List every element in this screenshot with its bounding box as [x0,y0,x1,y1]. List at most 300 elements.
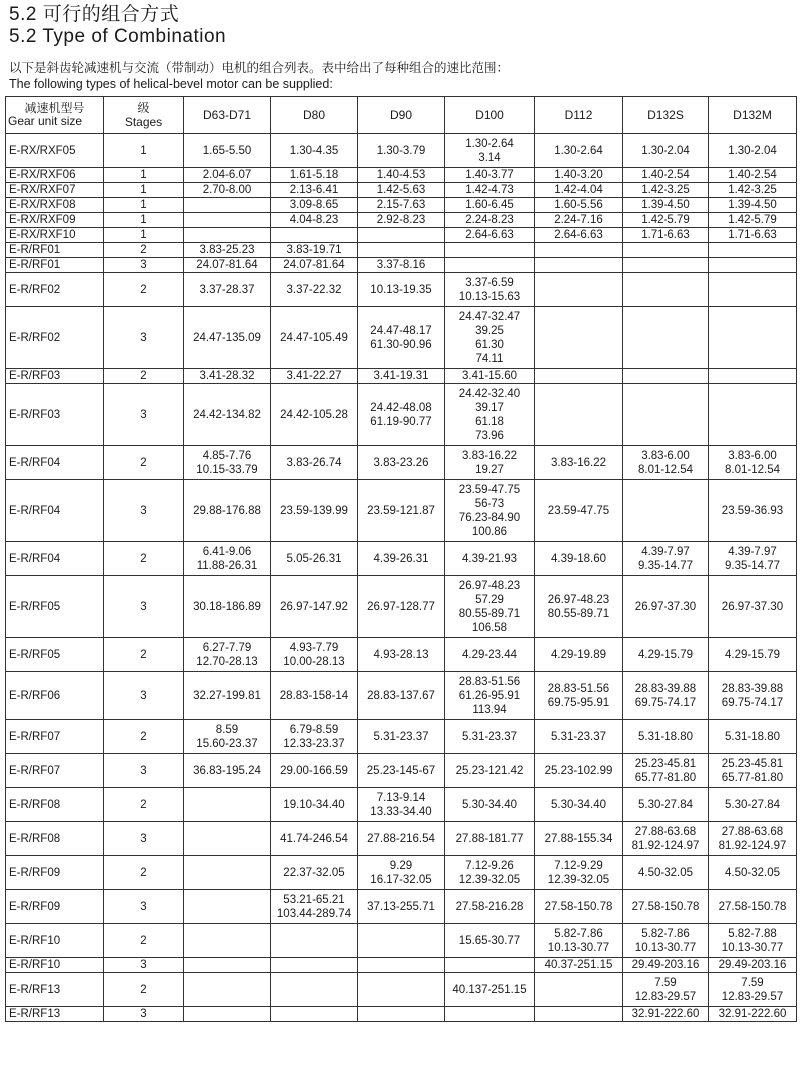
ratio-value: 12.83-29.57 [721,990,784,1003]
ratio-value: 12.83-29.57 [634,990,697,1003]
ratio-value: 3.83-23.26 [373,456,429,469]
ratio-value: 10.13-30.77 [721,941,784,954]
ratio-value: 41.74-246.54 [280,832,348,845]
ratio-value: 10.00-28.13 [283,655,345,668]
ratio-value: 23.59-139.99 [280,504,348,517]
ratio-cell [535,168,623,183]
ratio-cell [271,720,358,754]
gear-unit-cell: E-R/RF04 [6,446,104,480]
gear-unit-cell: E-RX/RXF06 [6,168,104,183]
ratio-value: 53.21-65.21 [283,893,345,906]
ratio-value: 69.75-74.17 [721,696,784,709]
ratio-cell [535,638,623,672]
intro-en: The following types of helical-bevel motor can be supplied: [9,77,333,91]
gear-unit-cell: E-R/RF09 [6,890,104,924]
ratio-value: 1.30-2.64 [465,137,514,150]
ratio-cell [709,369,797,384]
gear-unit-cell: E-R/RF07 [6,720,104,754]
ratio-value: 1.40-3.20 [554,169,603,181]
ratio-cell [535,134,623,168]
table-row [6,720,797,754]
ratio-cell [271,183,358,198]
ratio-cell [271,1007,358,1022]
gear-unit-cell: E-RX/RXF09 [6,213,104,228]
ratio-cell [271,273,358,307]
ratio-value: 10.13-30.77 [547,941,610,954]
ratio-cell [623,384,709,446]
ratio-value: 4.85-7.76 [202,449,252,462]
ratio-value: 28.83-158-14 [279,689,349,702]
ratio-cell [623,369,709,384]
ratio-cell [184,480,271,542]
ratio-cell [623,958,709,973]
stages-cell: 3 [104,384,184,446]
ratio-value: 1.40-3.77 [465,169,514,181]
table-row [6,307,797,369]
ratio-value: 16.17-32.05 [370,873,432,886]
ratio-value: 73.96 [475,429,504,442]
ratio-value: 1.42-3.25 [641,184,690,196]
ratio-cell [709,183,797,198]
gear-unit-cell: E-R/RF03 [6,384,104,446]
ratio-value: 28.83-51.56 [458,675,521,688]
ratio-value: 6.27-7.79 [202,641,252,654]
ratio-cell [535,720,623,754]
ratio-cell [184,369,271,384]
gear-unit-cell: E-R/RF05 [6,638,104,672]
header-motor: D132M [709,97,797,134]
ratio-value: 5.05-26.31 [286,552,342,565]
ratio-cell [358,720,445,754]
ratio-value: 24.42-105.28 [280,408,348,421]
table-row [6,198,797,213]
gear-unit-cell: E-RX/RXF07 [6,183,104,198]
ratio-value: 103.44-289.74 [276,907,352,920]
ratio-cell [709,576,797,638]
ratio-cell [271,788,358,822]
ratio-value: 12.33-23.37 [283,737,345,750]
ratio-cell [184,672,271,720]
ratio-cell [623,480,709,542]
ratio-cell [358,890,445,924]
ratio-value: 65.77-81.80 [634,771,697,784]
ratio-value: 3.83-25.23 [199,244,255,256]
ratio-cell [358,369,445,384]
ratio-cell [445,924,535,958]
ratio-cell [271,958,358,973]
ratio-value: 1.30-2.04 [728,144,777,157]
header-motor: D80 [271,97,358,134]
ratio-value: 3.41-15.60 [462,370,517,382]
ratio-cell [445,890,535,924]
ratio-value: 27.58-150.78 [718,900,787,913]
ratio-cell [623,890,709,924]
ratio-value: 1.30-2.04 [641,144,690,157]
ratio-cell [709,720,797,754]
table-row [6,273,797,307]
ratio-value: 4.04-8.23 [289,214,339,226]
ratio-value: 2.64-6.63 [554,229,603,241]
ratio-cell [358,542,445,576]
table-row [6,542,797,576]
ratio-cell [623,183,709,198]
ratio-value: 13.33-34.40 [370,805,432,818]
ratio-cell [184,973,271,1007]
ratio-value: 5.30-34.40 [462,798,517,811]
intro-text [9,60,509,92]
ratio-value: 27.58-150.78 [631,900,700,913]
ratio-cell [271,369,358,384]
ratio-value: 9.35-14.77 [725,559,780,572]
ratio-cell [623,168,709,183]
ratio-cell [184,213,271,228]
ratio-value: 4.93-7.79 [289,641,339,654]
header-stages-en: Stages [124,115,163,129]
ratio-cell [445,958,535,973]
ratio-cell [709,243,797,258]
ratio-value: 7.59 [654,976,677,989]
ratio-cell [709,213,797,228]
table-row [6,243,797,258]
ratio-cell [623,973,709,1007]
stages-cell: 3 [104,822,184,856]
ratio-value: 6.79-8.59 [289,723,339,736]
table-row [6,480,797,542]
ratio-cell [623,228,709,243]
stages-cell: 2 [104,542,184,576]
header-motor: D63-D71 [184,97,271,134]
ratio-value: 5.30-34.40 [551,798,606,811]
ratio-value: 1.42-4.73 [465,184,514,196]
ratio-value: 10.13-30.77 [634,941,697,954]
ratio-value: 24.42-32.40 [458,387,521,400]
header-model [6,97,104,134]
gear-unit-cell: E-R/RF04 [6,542,104,576]
ratio-value: 1.60-5.56 [554,199,603,211]
ratio-cell [535,672,623,720]
ratio-cell [358,273,445,307]
ratio-value: 23.59-36.93 [721,504,784,517]
combination-table [5,96,797,1022]
ratio-cell [358,446,445,480]
ratio-cell [271,754,358,788]
ratio-cell [709,134,797,168]
ratio-cell [184,183,271,198]
ratio-cell [184,307,271,369]
ratio-value: 27.88-216.54 [367,832,435,845]
ratio-value: 57.29 [475,593,504,606]
ratio-value: 3.83-16.22 [551,456,606,469]
ratio-value: 1.42-5.79 [728,214,777,226]
ratio-cell [358,198,445,213]
ratio-value: 24.47-48.17 [370,324,432,337]
ratio-cell [184,542,271,576]
ratio-value: 40.137-251.15 [452,983,527,996]
ratio-value: 40.37-251.15 [544,959,613,971]
ratio-value: 1.40-2.54 [641,169,690,181]
ratio-value: 5.82-7.86 [641,927,690,940]
ratio-value: 27.58-150.78 [544,900,613,913]
ratio-cell [623,273,709,307]
ratio-cell [623,638,709,672]
ratio-cell [709,384,797,446]
ratio-value: 19.27 [475,463,504,476]
ratio-cell [623,754,709,788]
table-row [6,446,797,480]
ratio-value: 61.19-90.77 [370,415,432,428]
table-row [6,258,797,273]
ratio-cell [358,754,445,788]
ratio-cell [709,480,797,542]
ratio-value: 69.75-95.91 [547,696,610,709]
ratio-value: 4.39-18.60 [551,552,606,565]
stages-cell: 2 [104,243,184,258]
ratio-cell [535,307,623,369]
ratio-value: 7.12-9.29 [554,859,603,872]
table-row [6,384,797,446]
table-row [6,958,797,973]
ratio-cell [271,213,358,228]
ratio-value: 5.82-7.88 [728,927,777,940]
ratio-cell [358,228,445,243]
ratio-value: 3.41-19.31 [373,370,429,382]
ratio-cell [623,924,709,958]
table-row [6,754,797,788]
ratio-cell [184,754,271,788]
ratio-cell [358,183,445,198]
gear-unit-cell: E-R/RF08 [6,788,104,822]
ratio-value: 32.91-222.60 [631,1008,700,1020]
ratio-value: 2.13-6.41 [289,184,339,196]
ratio-value: 1.30-2.64 [554,144,603,157]
ratio-cell [623,856,709,890]
intro-cn: 以下是斜齿轮减速机与交流（带制动）电机的组合列表。表中给出了每种组合的速比范围： [9,61,510,75]
ratio-cell [184,924,271,958]
ratio-cell [623,576,709,638]
ratio-cell [184,856,271,890]
ratio-value: 3.41-22.27 [286,370,342,382]
ratio-value: 5.31-23.37 [373,730,429,743]
ratio-value: 2.24-8.23 [465,214,514,226]
ratio-value: 24.42-134.82 [193,408,261,421]
ratio-value: 80.55-89.71 [458,607,521,620]
ratio-value: 27.88-63.68 [721,825,784,838]
ratio-cell [709,672,797,720]
ratio-cell [535,183,623,198]
ratio-value: 27.88-63.68 [634,825,697,838]
gear-unit-cell: E-RX/RXF10 [6,228,104,243]
ratio-value: 74.11 [475,352,504,365]
ratio-value: 1.40-4.53 [376,169,426,181]
ratio-cell [623,134,709,168]
ratio-value: 1.65-5.50 [202,144,252,157]
ratio-value: 7.13-9.14 [376,791,426,804]
header-model-cn: 减速机型号 [24,101,85,115]
gear-unit-cell: E-R/RF06 [6,672,104,720]
stages-cell: 2 [104,973,184,1007]
gear-unit-cell: E-R/RF02 [6,273,104,307]
ratio-cell [623,198,709,213]
ratio-value: 28.83-39.88 [634,682,697,695]
ratio-value: 24.07-81.64 [196,259,258,271]
ratio-cell [709,307,797,369]
table-row [6,973,797,1007]
ratio-value: 25.23-45.81 [634,757,697,770]
ratio-value: 1.40-2.54 [728,169,777,181]
ratio-cell [709,958,797,973]
ratio-cell [709,446,797,480]
ratio-cell [709,273,797,307]
gear-unit-cell: E-R/RF01 [6,258,104,273]
ratio-value: 39.17 [475,401,504,414]
table-row [6,134,797,168]
ratio-cell [184,273,271,307]
ratio-value: 25.23-121.42 [455,764,524,777]
stages-cell: 2 [104,856,184,890]
ratio-value: 32.91-222.60 [718,1008,787,1020]
ratio-value: 1.61-5.18 [289,169,339,181]
ratio-value: 26.97-128.77 [367,600,435,613]
ratio-cell [709,788,797,822]
ratio-value: 37.13-255.71 [367,900,435,913]
ratio-value: 61.18 [475,415,504,428]
ratio-cell [709,1007,797,1022]
ratio-cell [535,856,623,890]
ratio-cell [358,958,445,973]
ratio-cell [445,243,535,258]
ratio-cell [358,576,445,638]
table-row [6,856,797,890]
stages-cell: 3 [104,480,184,542]
ratio-cell [535,924,623,958]
ratio-cell [623,672,709,720]
ratio-value: 25.23-102.99 [544,764,613,777]
table-header-row [6,97,797,134]
ratio-cell [535,446,623,480]
ratio-value: 36.83-195.24 [193,764,261,777]
gear-unit-cell: E-R/RF01 [6,243,104,258]
ratio-cell [271,480,358,542]
ratio-cell [709,258,797,273]
ratio-value: 61.30-90.96 [370,338,432,351]
ratio-value: 10.13-19.35 [370,283,432,296]
ratio-value: 5.30-27.84 [725,798,780,811]
ratio-value: 25.23-145-67 [366,764,436,777]
ratio-value: 81.92-124.97 [718,839,787,852]
header-motor: D90 [358,97,445,134]
ratio-value: 4.29-15.79 [725,648,780,661]
ratio-cell [271,258,358,273]
ratio-cell [184,720,271,754]
ratio-cell [535,822,623,856]
ratio-cell [535,384,623,446]
ratio-cell [184,168,271,183]
ratio-value: 27.88-181.77 [455,832,524,845]
gear-unit-cell: E-R/RF04 [6,480,104,542]
ratio-value: 29.00-166.59 [280,764,348,777]
ratio-value: 3.37-22.32 [286,283,342,296]
ratio-value: 3.14 [478,151,501,164]
ratio-cell [535,542,623,576]
ratio-value: 32.27-199.81 [193,689,261,702]
ratio-cell [184,228,271,243]
ratio-cell [358,924,445,958]
ratio-cell [709,754,797,788]
ratio-value: 1.42-3.25 [728,184,777,196]
ratio-cell [184,243,271,258]
table-row [6,822,797,856]
ratio-value: 2.92-8.23 [376,214,426,226]
ratio-value: 8.01-12.54 [725,463,780,476]
ratio-value: 25.23-45.81 [721,757,784,770]
ratio-cell [445,198,535,213]
ratio-value: 7.59 [741,976,764,989]
ratio-value: 3.09-8.65 [289,199,339,211]
ratio-value: 29.49-203.16 [718,959,787,971]
gear-unit-cell: E-R/RF08 [6,822,104,856]
gear-unit-cell: E-R/RF09 [6,856,104,890]
stages-cell: 3 [104,576,184,638]
ratio-value: 69.75-74.17 [634,696,697,709]
ratio-cell [535,754,623,788]
ratio-value: 27.58-216.28 [455,900,524,913]
ratio-cell [535,273,623,307]
ratio-value: 4.50-32.05 [638,866,693,879]
stages-cell: 3 [104,958,184,973]
ratio-value: 7.12-9.26 [465,859,514,872]
ratio-cell [623,720,709,754]
ratio-cell [709,973,797,1007]
stages-cell: 1 [104,228,184,243]
ratio-cell [358,788,445,822]
ratio-value: 3.83-6.00 [728,449,777,462]
table-body [6,134,797,1022]
ratio-cell [445,672,535,720]
ratio-cell [358,822,445,856]
ratio-value: 1.42-5.63 [376,184,426,196]
ratio-cell [271,638,358,672]
gear-unit-cell: E-R/RF07 [6,754,104,788]
ratio-value: 11.88-26.31 [196,559,258,572]
stages-cell: 1 [104,198,184,213]
ratio-cell [709,542,797,576]
ratio-cell [271,856,358,890]
ratio-value: 4.39-21.93 [462,552,517,565]
ratio-cell [445,638,535,672]
gear-unit-cell: E-R/RF13 [6,1007,104,1022]
ratio-cell [709,228,797,243]
ratio-cell [445,754,535,788]
ratio-cell [271,890,358,924]
gear-unit-cell: E-R/RF02 [6,307,104,369]
ratio-value: 9.29 [389,859,413,872]
stages-cell: 1 [104,213,184,228]
ratio-cell [445,973,535,1007]
header-model-en: Gear unit size [8,114,83,128]
ratio-cell [709,168,797,183]
ratio-value: 61.26-95.91 [458,689,521,702]
ratio-cell [535,973,623,1007]
ratio-value: 3.83-19.71 [286,244,342,256]
ratio-cell [709,638,797,672]
header-motor: D112 [535,97,623,134]
ratio-cell [358,973,445,1007]
ratio-value: 4.39-26.31 [373,552,429,565]
gear-unit-cell: E-R/RF13 [6,973,104,1007]
ratio-cell [445,307,535,369]
ratio-value: 12.39-32.05 [547,873,610,886]
ratio-cell [271,822,358,856]
